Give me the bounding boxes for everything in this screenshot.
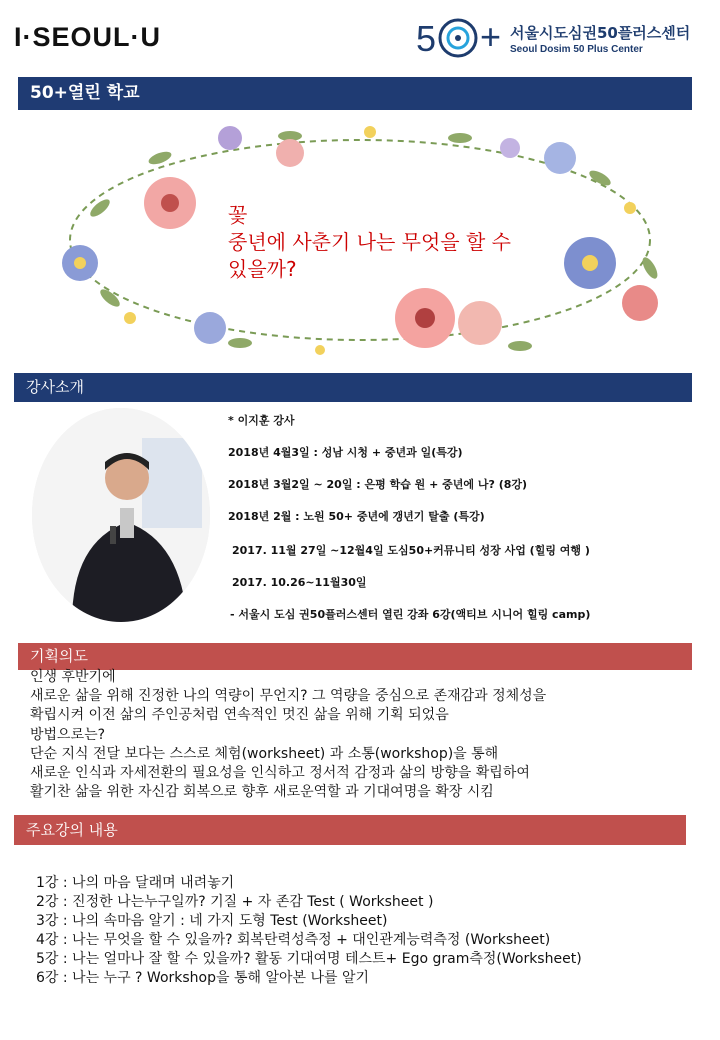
plan-line: 방법으로는? <box>30 726 106 743</box>
plan-text <box>30 668 546 802</box>
plan-line: 인생 후반기에 <box>30 669 116 685</box>
career-item: 2018년 2월 : 노원 50+ 중년에 갱년기 탈출 (특강) <box>228 510 485 523</box>
plan-line: 단순 지식 전달 보다는 스스로 체험(worksheet) 과 소통(workshop)을 통해 <box>30 745 499 762</box>
lessons-heading: 주요강의 내용 <box>26 821 118 839</box>
page-title-bar <box>18 77 692 110</box>
lesson-item: 6강 : 나는 누구 ? Workshop을 통해 알아본 나를 알기 <box>36 970 370 986</box>
lessons-section-bar <box>14 815 686 845</box>
instructor-section-bar <box>14 373 692 402</box>
logo-five: 5 <box>416 18 437 59</box>
plan-line: 새로운 삶을 위해 진정한 나의 역량이 무언지? 그 역량을 중심으로 존재감과 정체성을 <box>30 688 547 705</box>
page-title: 50+열린 학교 <box>30 83 140 103</box>
career-item: - 서울시 도심 권50플러스센터 열린 강좌 6강(액티브 시니어 힐링 camp) <box>230 608 591 621</box>
plan-line: 확립시켜 이전 삶의 주인공처럼 연속적인 멋진 삶을 위해 기획 되었음 <box>30 707 449 724</box>
plan-line: 새로운 인식과 자세전환의 필요성을 인식하고 정서적 감정과 삶의 방향을 확립하여 <box>30 764 530 781</box>
wreath-caption <box>228 202 511 283</box>
lesson-item: 2강 : 진정한 나는누구일까? 기질 + 자 존감 Test ( Worksheet ) <box>36 894 434 910</box>
career-item: 2017. 11월 27일 ~12월4일 도심50+커뮤니티 성장 사업 (힐링 여행 ) <box>232 544 590 557</box>
plan-heading: 기획의도 <box>30 647 88 665</box>
speaker-silhouette-icon <box>32 408 210 622</box>
instructor-name: * 이지훈 강사 <box>228 414 295 427</box>
lessons-list <box>36 874 582 988</box>
lesson-item: 1강 : 나의 마음 달래며 내려놓기 <box>36 875 235 891</box>
logo-korean-name: 서울시도심권50플러스센터 <box>510 24 691 42</box>
iseoulu-logo: I·SEOUL·U <box>14 22 161 52</box>
lesson-item: 5강 : 나는 얼마나 잘 할 수 있을까? 활동 기대여명 테스트+ Ego gram측정(Worksheet) <box>36 951 582 967</box>
instructor-heading: 강사소개 <box>26 378 84 396</box>
logo-plus: + <box>480 16 502 57</box>
wreath-caption-line3: 있을까? <box>228 257 297 281</box>
career-item: 2018년 4월3일 : 성남 시청 + 중년과 일(특강) <box>228 446 463 459</box>
lesson-item: 4강 : 나는 무엇을 할 수 있을까? 회복탄력성측정 + 대인관계능력측정 (Worksheet) <box>36 932 551 948</box>
logo-english-name: Seoul Dosim 50 Plus Center <box>510 44 643 55</box>
wreath-caption-line2: 중년에 사춘기 나는 무엇을 할 수 <box>228 230 511 254</box>
wreath-caption-line1: 꽃 <box>228 203 248 227</box>
instructor-photo <box>32 408 210 622</box>
career-item: 2018년 3월2일 ~ 20일 : 은평 학습 원 + 중년에 나? (8강) <box>228 478 528 491</box>
plan-section-bar <box>18 643 692 670</box>
plan-line: 활기찬 삶을 위한 자신감 회복으로 향후 새로운역할 과 기대여명을 확장 시킴 <box>30 784 494 801</box>
lesson-item: 3강 : 나의 속마음 알기 : 네 가지 도형 Test (Worksheet) <box>36 913 388 929</box>
seoul-50plus-center-logo <box>414 14 714 62</box>
career-item: 2017. 10.26~11월30일 <box>232 576 367 589</box>
